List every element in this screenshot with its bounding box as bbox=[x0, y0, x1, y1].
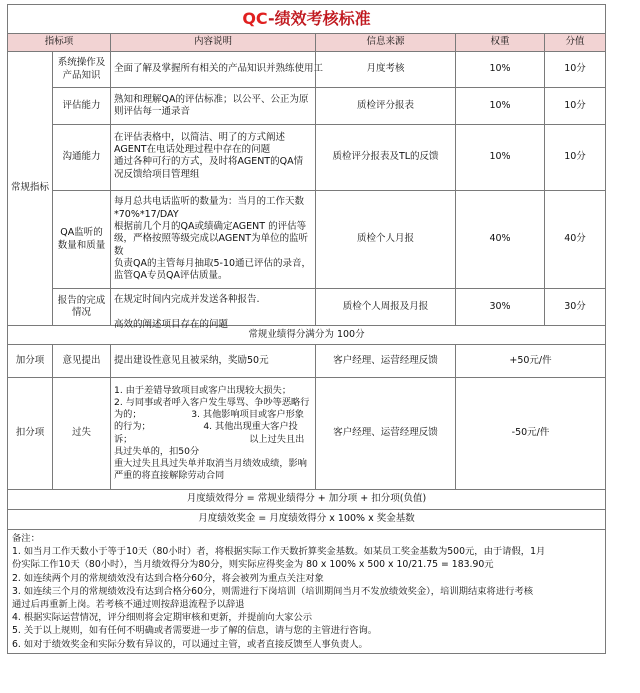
notes-heading: 备注： bbox=[12, 533, 40, 544]
row-weight: 40% bbox=[456, 191, 545, 289]
row-item: 系统操作及产品知识 bbox=[53, 52, 111, 88]
bonus-category: 加分项 bbox=[8, 345, 53, 378]
header-row bbox=[8, 34, 606, 52]
bonus-description: 提出建设性意见且被采纳，奖励50元 bbox=[111, 345, 316, 378]
table-row bbox=[8, 289, 606, 326]
formula-bonus-row bbox=[8, 510, 606, 530]
formula-score: 月度绩效得分 = 常规业绩得分 + 加分项 + 扣分项(负值) bbox=[8, 490, 606, 510]
header-score: 分值 bbox=[545, 34, 606, 52]
bonus-value: +50元/件 bbox=[456, 345, 606, 378]
title-prefix: QC bbox=[242, 8, 269, 28]
note-line: 份实际工作10天（80小时），当月绩效得分为80分，则实际应得奖金为 80 x 100% x 500 x 10/21.75 = 183.90元 bbox=[12, 559, 494, 571]
header-source: 信息来源 bbox=[316, 34, 456, 52]
row-item: 评估能力 bbox=[53, 88, 111, 125]
regular-total: 常规业绩得分满分为 100分 bbox=[8, 326, 606, 345]
row-description: 熟知和理解QA的评估标准；以公平、公正为原则评估每一通录音 bbox=[111, 88, 316, 125]
note-line: 4. 根据实际运营情况，评分细则将会定期审核和更新，并提前向大家公示 bbox=[12, 612, 313, 624]
row-score: 30分 bbox=[545, 289, 606, 326]
regular-total-row bbox=[8, 326, 606, 345]
header-description: 内容说明 bbox=[111, 34, 316, 52]
deduct-source: 客户经理、运营经理反馈 bbox=[316, 378, 456, 490]
table-row bbox=[8, 52, 606, 88]
row-score: 10分 bbox=[545, 52, 606, 88]
row-weight: 10% bbox=[456, 88, 545, 125]
row-description: 在规定时间内完成并发送各种报告. 高效的阐述项目存在的问题 bbox=[111, 289, 316, 326]
performance-sheet bbox=[7, 4, 635, 654]
formula-score-row bbox=[8, 490, 606, 510]
row-score: 40分 bbox=[545, 191, 606, 289]
bonus-item: 意见提出 bbox=[53, 345, 111, 378]
deduct-line: 2. 与同事或者呼入客户发生辱骂、争吵等恶略行为的； 3. 其他影响项目或客户形象的行为； 4. 其他出现重大客户投诉； 以上过失且出具过失单的，扣50分 bbox=[114, 397, 310, 457]
deduct-category: 扣分项 bbox=[8, 378, 53, 490]
bonus-row bbox=[8, 345, 606, 378]
row-weight: 10% bbox=[456, 52, 545, 88]
table-row bbox=[8, 191, 606, 289]
note-line: 5. 关于以上规则，如有任何不明确或者需要进一步了解的信息，请与您的主管进行咨询。 bbox=[12, 625, 378, 637]
formula-bonus: 月度绩效奖金 = 月度绩效得分 x 100% x 奖金基数 bbox=[8, 510, 606, 530]
row-description: 在评估表格中，以简洁、明了的方式阐述AGENT在电话处理过程中存在的问题 通过各种可行的方式，及时将AGENT的QA情况反馈给项目管理组 bbox=[111, 125, 316, 191]
row-score: 10分 bbox=[545, 125, 606, 191]
note-line: 6. 如对于绩效奖金和实际分数有异议的，可以通过主管，或者直接反馈至人事负责人。 bbox=[12, 638, 368, 650]
row-source: 质检个人月报 bbox=[316, 191, 456, 289]
bonus-source: 客户经理、运营经理反馈 bbox=[316, 345, 456, 378]
performance-table bbox=[7, 4, 606, 654]
deduct-value: -50元/件 bbox=[456, 378, 606, 490]
table-row bbox=[8, 88, 606, 125]
row-description: 全面了解及掌握所有相关的产品知识并熟练使用工 bbox=[111, 52, 316, 88]
row-source: 月度考核 bbox=[316, 52, 456, 88]
deduct-row bbox=[8, 378, 606, 490]
deduct-line: 1. 由于差错导致项目或客户出现较大损失； bbox=[114, 384, 292, 396]
row-weight: 30% bbox=[456, 289, 545, 326]
deduct-item: 过失 bbox=[53, 378, 111, 490]
header-weight: 权重 bbox=[456, 34, 545, 52]
note-line: 3. 如连续三个月的常规绩效没有达到合格分60分，则需进行下岗培训（培训期间当月不发放绩效奖金），培训期结束将进行考核 bbox=[12, 585, 534, 597]
deduct-description bbox=[111, 378, 316, 490]
row-weight: 10% bbox=[456, 125, 545, 191]
note-line: 2. 如连续两个月的常规绩效没有达到合格分60分，将会被列为重点关注对象 bbox=[12, 572, 324, 584]
header-indicator: 指标项 bbox=[8, 34, 111, 52]
note-line: 1. 如当月工作天数小于等于10天（80小时）者，将根据实际工作天数折算奖金基数。如某员工奖金基数为500元，由于请假，1月 bbox=[12, 546, 546, 558]
row-item: QA监听的数量和质量 bbox=[53, 191, 111, 289]
title-rest: -绩效考核标准 bbox=[268, 8, 371, 28]
row-item: 沟通能力 bbox=[53, 125, 111, 191]
regular-category: 常规指标 bbox=[8, 52, 53, 326]
sheet-title bbox=[8, 5, 606, 34]
row-source: 质检评分报表 bbox=[316, 88, 456, 125]
row-description: 每月总共电话监听的数量为：当月的工作天数*70%*17/DAY 根据前几个月的QA或绩确定AGENT 的评估等级，严格按照等级完成以AGENT为单位的监听数 负责QA的主管每月抽取5-10通已评估的录音，监管QA专员QA评估质量。 bbox=[111, 191, 316, 289]
notes-cell bbox=[8, 530, 606, 654]
table-row bbox=[8, 125, 606, 191]
row-item: 报告的完成情况 bbox=[53, 289, 111, 326]
notes-row bbox=[8, 530, 606, 654]
note-line: 通过后再重新上岗。若考核不通过则按辞退流程予以辞退 bbox=[12, 598, 245, 610]
row-source: 质检个人周报及月报 bbox=[316, 289, 456, 326]
deduct-line: 重大过失且具过失单并取消当月绩效成绩，影响严重的将直接解除劳动合同 bbox=[114, 457, 307, 481]
row-source: 质检评分报表及TL的反馈 bbox=[316, 125, 456, 191]
row-score: 10分 bbox=[545, 88, 606, 125]
